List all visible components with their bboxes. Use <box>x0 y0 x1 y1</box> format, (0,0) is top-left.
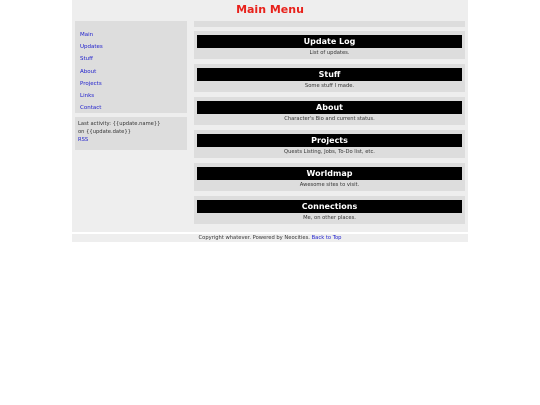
main-top-strip <box>194 21 465 27</box>
nav-link-links[interactable]: Links <box>80 92 95 99</box>
nav-item-projects <box>80 74 103 86</box>
rss-link[interactable]: RSS <box>78 137 89 143</box>
card-heading-stuff[interactable]: Stuff <box>197 68 462 81</box>
card-desc-stuff: Some stuff I made. <box>304 83 355 89</box>
nav-link-main[interactable]: Main <box>80 32 94 38</box>
card-heading-worldmap[interactable]: Worldmap <box>197 167 462 180</box>
page-title: Main Menu <box>236 3 304 16</box>
nav-list <box>80 25 103 110</box>
nav-link-updates[interactable]: Updates <box>80 44 103 51</box>
card-connections <box>194 196 465 224</box>
nav-link-stuff[interactable]: Stuff <box>80 56 93 63</box>
card-desc-about: Character's Bio and current status. <box>284 116 375 122</box>
nav-item-updates <box>80 37 103 49</box>
card-heading-about[interactable]: About <box>197 101 462 114</box>
card-worldmap <box>194 163 465 191</box>
activity-panel <box>75 117 187 150</box>
card-heading-update-log[interactable]: Update Log <box>197 35 462 48</box>
nav-link-projects[interactable]: Projects <box>80 80 102 87</box>
sidebar-nav <box>75 21 187 113</box>
card-heading-connections[interactable]: Connections <box>197 200 462 213</box>
card-desc-connections: Me, on other places. <box>303 215 356 221</box>
back-to-top-link[interactable]: Back to Top <box>311 235 342 241</box>
card-projects <box>194 130 465 158</box>
card-about <box>194 97 465 125</box>
card-desc-worldmap: Awesome sites to visit. <box>299 182 360 188</box>
footer-text: Copyright whatever. Powered by Neocities. <box>198 235 310 241</box>
page-footer <box>72 234 468 242</box>
nav-item-stuff <box>80 49 103 61</box>
nav-item-about <box>80 62 103 74</box>
nav-item-main <box>80 25 103 37</box>
card-desc-projects: Quests Listing, Jobs, To-Do list, etc. <box>284 149 375 155</box>
nav-item-contact <box>80 98 103 110</box>
last-activity-date: on {{update.date}} <box>78 129 131 135</box>
nav-item-links <box>80 86 103 98</box>
card-stuff <box>194 64 465 92</box>
card-update-log <box>194 31 465 59</box>
card-heading-projects[interactable]: Projects <box>197 134 462 147</box>
last-activity-text: Last activity: {{update.name}} <box>78 121 161 127</box>
nav-link-contact[interactable]: Contact <box>80 105 102 112</box>
nav-link-about[interactable]: About <box>80 68 97 75</box>
card-desc-update-log: List of updates. <box>309 50 350 56</box>
